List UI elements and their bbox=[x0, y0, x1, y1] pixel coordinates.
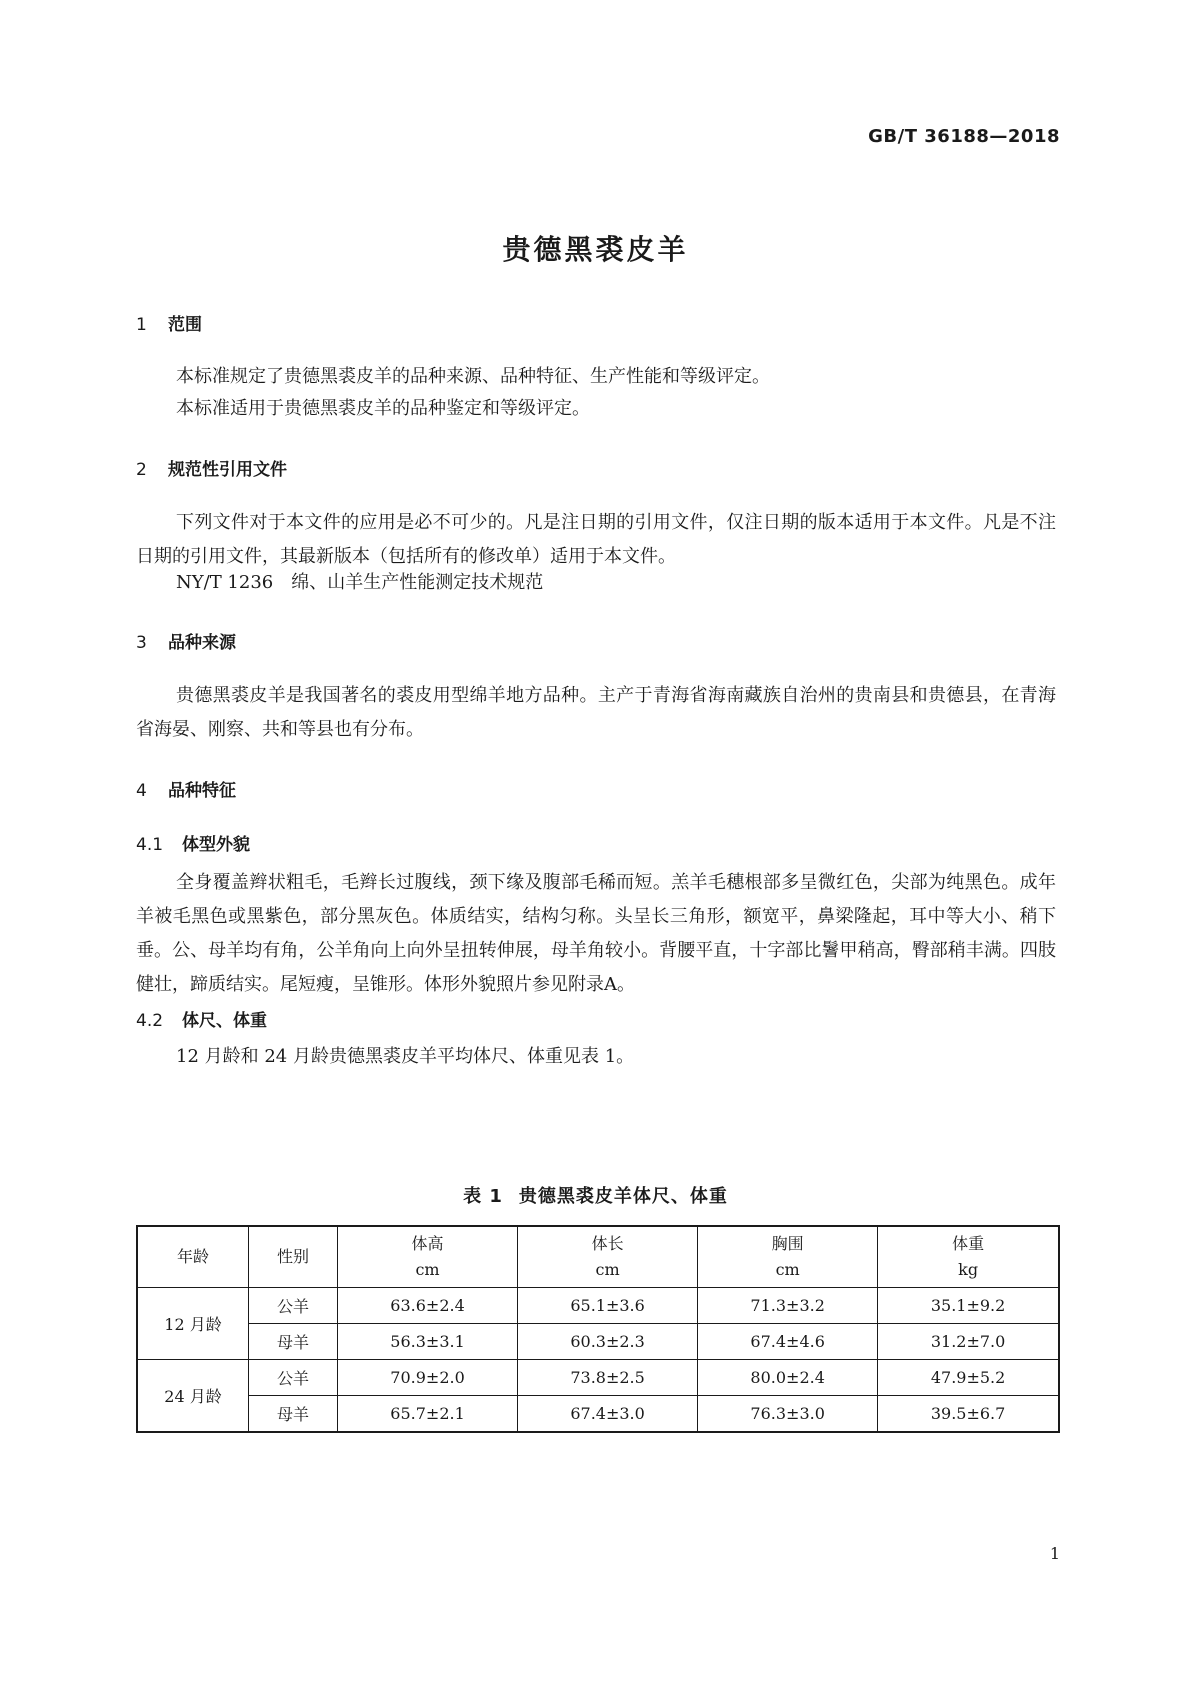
section-number: 3 bbox=[136, 633, 147, 653]
section-title: 品种特征 bbox=[168, 781, 236, 801]
section-3-heading bbox=[136, 628, 236, 653]
table-1-caption bbox=[0, 1182, 1191, 1208]
cell-weight: 47.9±5.2 bbox=[878, 1360, 1059, 1396]
body-measurement-table bbox=[136, 1225, 1060, 1433]
header-label: 体长 bbox=[591, 1234, 624, 1253]
cell-length: 67.4±3.0 bbox=[518, 1396, 698, 1433]
section-4-2-paragraph: 12 月龄和 24 月龄贵德黑裘皮羊平均体尺、体重见表 1。 bbox=[176, 1046, 635, 1067]
cell-age: 24 月龄 bbox=[137, 1360, 249, 1433]
section-number: 4 bbox=[136, 781, 147, 801]
header-unit: kg bbox=[958, 1260, 979, 1279]
section-title: 品种来源 bbox=[168, 633, 236, 653]
header-chest bbox=[698, 1226, 878, 1288]
section-title: 体尺、体重 bbox=[182, 1011, 267, 1031]
cell-height: 63.6±2.4 bbox=[338, 1288, 518, 1324]
section-4-heading bbox=[136, 776, 236, 801]
header-sex: 性别 bbox=[249, 1226, 338, 1288]
cell-length: 65.1±3.6 bbox=[518, 1288, 698, 1324]
section-title: 规范性引用文件 bbox=[168, 460, 287, 480]
cell-weight: 31.2±7.0 bbox=[878, 1324, 1059, 1360]
section-title: 体型外貌 bbox=[182, 835, 250, 855]
section-2-heading bbox=[136, 455, 287, 480]
cell-length: 73.8±2.5 bbox=[518, 1360, 698, 1396]
table-header-row bbox=[137, 1226, 1059, 1288]
header-label: 胸围 bbox=[771, 1234, 804, 1253]
cell-weight: 35.1±9.2 bbox=[878, 1288, 1059, 1324]
table-row bbox=[137, 1288, 1059, 1324]
header-unit: cm bbox=[415, 1260, 440, 1279]
standard-code: GB/T 36188—2018 bbox=[868, 126, 1060, 147]
section-number: 1 bbox=[136, 315, 147, 335]
cell-height: 56.3±3.1 bbox=[338, 1324, 518, 1360]
normative-reference bbox=[176, 566, 1056, 600]
cell-sex: 公羊 bbox=[249, 1288, 338, 1324]
header-label: 体重 bbox=[952, 1234, 985, 1253]
document-title: 贵德黑裘皮羊 bbox=[502, 233, 689, 266]
cell-weight: 39.5±6.7 bbox=[878, 1396, 1059, 1433]
section-3-paragraph: 贵德黑裘皮羊是我国著名的裘皮用型绵羊地方品种。主产于青海省海南藏族自治州的贵南县和贵德县，在青海省海晏、刚察、共和等县也有分布。 bbox=[136, 685, 1056, 740]
section-1-paragraph-2: 本标准适用于贵德黑裘皮羊的品种鉴定和等级评定。 bbox=[176, 398, 590, 419]
header-label: 体高 bbox=[411, 1234, 444, 1253]
section-title: 范围 bbox=[168, 315, 202, 335]
header-length bbox=[518, 1226, 698, 1288]
section-1-paragraph-1: 本标准规定了贵德黑裘皮羊的品种来源、品种特征、生产性能和等级评定。 bbox=[176, 366, 770, 387]
page-number: 1 bbox=[1049, 1544, 1060, 1563]
cell-sex: 母羊 bbox=[249, 1396, 338, 1433]
reference-code: NY/T 1236 bbox=[176, 572, 274, 593]
cell-sex: 公羊 bbox=[249, 1360, 338, 1396]
header-height bbox=[338, 1226, 518, 1288]
table-row bbox=[137, 1324, 1059, 1360]
reference-title: 绵、山羊生产性能测定技术规范 bbox=[291, 572, 544, 593]
cell-chest: 76.3±3.0 bbox=[698, 1396, 878, 1433]
section-1-heading bbox=[136, 310, 202, 335]
cell-sex: 母羊 bbox=[249, 1324, 338, 1360]
table-number: 表 1 bbox=[463, 1186, 503, 1207]
cell-height: 70.9±2.0 bbox=[338, 1360, 518, 1396]
cell-length: 60.3±2.3 bbox=[518, 1324, 698, 1360]
table-title: 贵德黑裘皮羊体尺、体重 bbox=[518, 1186, 728, 1207]
table-row bbox=[137, 1396, 1059, 1433]
section-4-1-paragraph: 全身覆盖辫状粗毛，毛辫长过腹线，颈下缘及腹部毛稀而短。羔羊毛穗根部多呈微红色，尖部为纯黑色。成年羊被毛黑色或黑紫色，部分黑灰色。体质结实，结构匀称。头呈长三角形，额宽平，鼻梁隆起，耳中等大小、稍下垂。公、母羊均有角，公羊角向上向外呈扭转伸展，母羊角较小。背腰平直，十字部比鬐甲稍高，臀部稍丰满。四肢健壮，蹄质结实。尾短瘦，呈锥形。体形外貌照片参见附录A。 bbox=[136, 872, 1056, 995]
table-row bbox=[137, 1360, 1059, 1396]
section-number: 4.2 bbox=[136, 1011, 164, 1031]
cell-chest: 67.4±4.6 bbox=[698, 1324, 878, 1360]
cell-age: 12 月龄 bbox=[137, 1288, 249, 1360]
section-2-paragraph: 下列文件对于本文件的应用是必不可少的。凡是注日期的引用文件，仅注日期的版本适用于本文件。凡是不注日期的引用文件，其最新版本（包括所有的修改单）适用于本文件。 bbox=[136, 512, 1056, 567]
cell-chest: 80.0±2.4 bbox=[698, 1360, 878, 1396]
cell-height: 65.7±2.1 bbox=[338, 1396, 518, 1433]
section-number: 4.1 bbox=[136, 835, 164, 855]
cell-chest: 71.3±3.2 bbox=[698, 1288, 878, 1324]
section-4-2-heading bbox=[136, 1006, 267, 1031]
header-unit: cm bbox=[775, 1260, 800, 1279]
header-age: 年龄 bbox=[137, 1226, 249, 1288]
section-4-1-heading bbox=[136, 830, 250, 855]
header-unit: cm bbox=[595, 1260, 620, 1279]
section-number: 2 bbox=[136, 460, 147, 480]
header-weight bbox=[878, 1226, 1059, 1288]
